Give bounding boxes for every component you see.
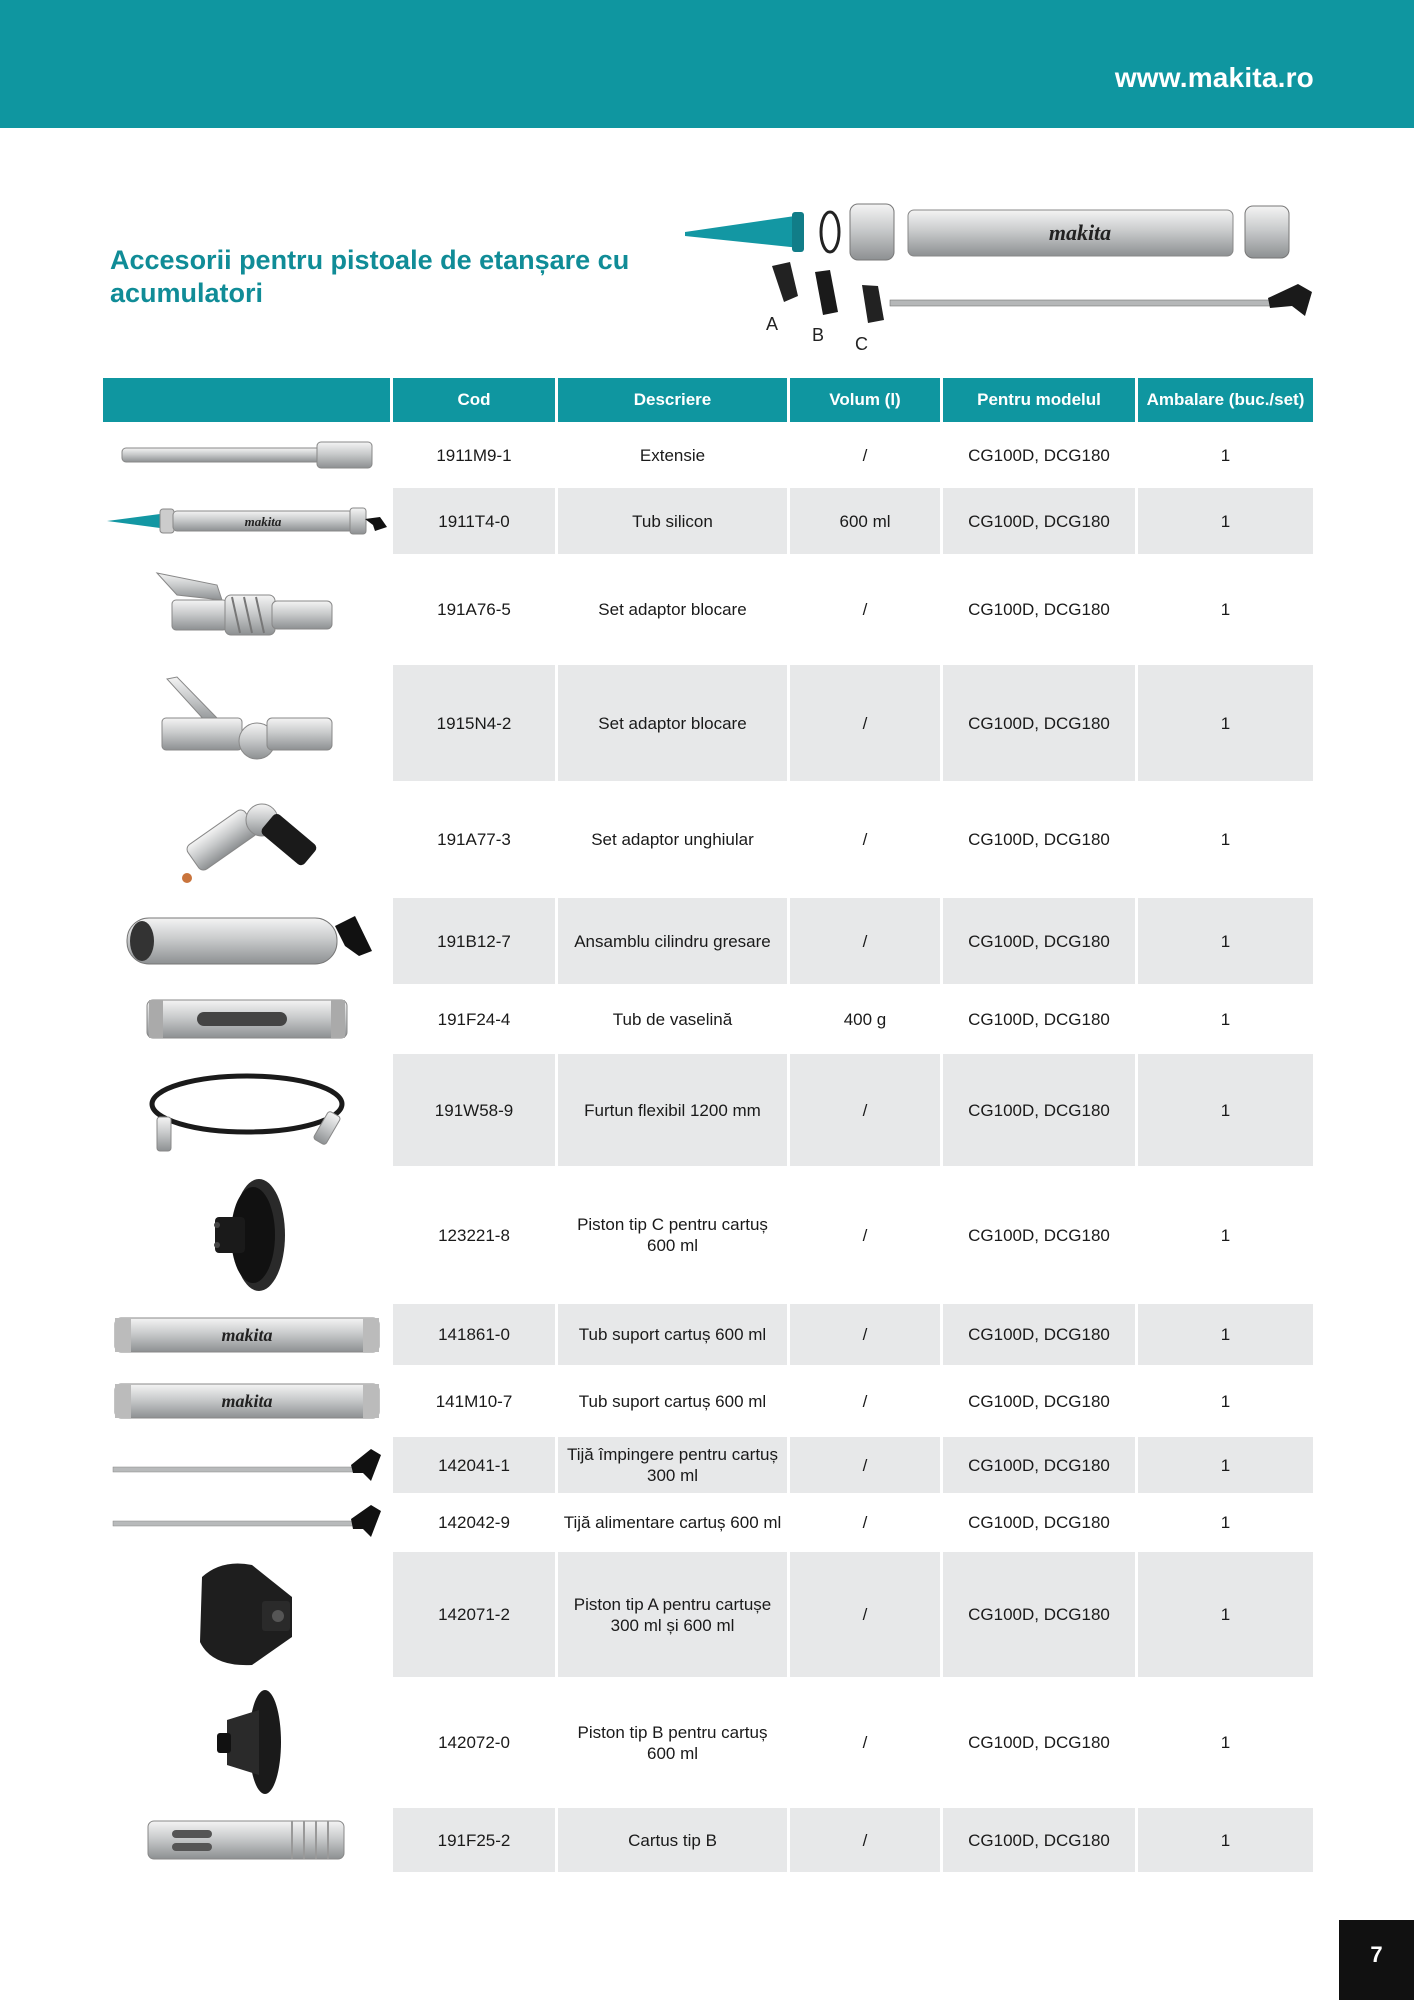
header-pentru-modelul: Pentru modelul xyxy=(943,378,1135,422)
hero-brand-logo: makita xyxy=(1048,220,1112,245)
table-row xyxy=(103,1808,1313,1872)
cell-description: Set adaptor unghiular xyxy=(591,830,754,849)
cell-description: Tub silicon xyxy=(558,488,787,554)
grease-cylinder-icon xyxy=(103,898,390,984)
cell-volume: / xyxy=(862,600,868,619)
cell-code: 1915N4-2 xyxy=(393,665,555,781)
cell-pack: 1 xyxy=(1138,1808,1313,1872)
site-url[interactable]: www.makita.ro xyxy=(1114,62,1314,93)
cell-volume: / xyxy=(862,1733,868,1752)
cell-pack: 1 xyxy=(1220,600,1231,619)
cartridge-holder-icon xyxy=(103,1304,390,1365)
extension-tube-icon xyxy=(103,422,390,488)
silicone-tube-icon xyxy=(103,488,390,554)
cell-code: 191B12-7 xyxy=(393,898,555,984)
cell-code: 142042-9 xyxy=(438,1513,510,1532)
header-bar xyxy=(0,0,1414,128)
cell-model: CG100D, DCG180 xyxy=(968,1391,1110,1411)
cell-model: CG100D, DCG180 xyxy=(943,1437,1135,1493)
cell-pack: 1 xyxy=(1220,1225,1231,1245)
cell-description: Cartus tip B xyxy=(558,1808,787,1872)
piston-icon xyxy=(103,1166,390,1304)
cell-volume: / xyxy=(790,1552,940,1677)
cell-description: Set adaptor blocare xyxy=(598,600,747,619)
cell-model: CG100D, DCG180 xyxy=(968,830,1110,849)
piston-icon xyxy=(103,1677,390,1808)
table-row xyxy=(103,898,1313,984)
angle-adapter-icon xyxy=(103,781,390,898)
table-row xyxy=(103,488,1313,554)
table-row xyxy=(103,665,1313,781)
cell-code: 191F24-4 xyxy=(437,1009,511,1029)
cell-code: 191A76-5 xyxy=(437,600,511,619)
cell-model: CG100D, DCG180 xyxy=(943,1304,1135,1365)
cell-pack: 1 xyxy=(1138,1054,1313,1166)
cell-pack: 1 xyxy=(1220,1391,1231,1411)
cell-pack: 1 xyxy=(1220,830,1231,849)
cell-model: CG100D, DCG180 xyxy=(943,898,1135,984)
table-row xyxy=(103,1054,1313,1166)
cell-volume: / xyxy=(790,1437,940,1493)
cell-volume: / xyxy=(790,1808,940,1872)
cell-code: 191F25-2 xyxy=(393,1808,555,1872)
cell-description: Tub suport cartuș 600 ml xyxy=(558,1304,787,1365)
cell-pack: 1 xyxy=(1138,1437,1313,1493)
page-title: Accesorii pentru pistoale de etanșare cu acumulatori xyxy=(110,245,630,308)
cell-pack: 1 xyxy=(1138,1304,1313,1365)
cell-model: CG100D, DCG180 xyxy=(968,1225,1110,1245)
cell-model: CG100D, DCG180 xyxy=(968,1513,1110,1532)
cell-code: 191W58-9 xyxy=(393,1054,555,1166)
svg-text:makita: makita xyxy=(220,1391,273,1411)
cell-model: CG100D, DCG180 xyxy=(943,488,1135,554)
cell-volume: / xyxy=(790,1304,940,1365)
hero-label-a: A xyxy=(766,314,779,334)
accessories-table xyxy=(103,378,1313,1872)
cell-volume: / xyxy=(862,1225,868,1245)
cell-volume: / xyxy=(862,1513,868,1532)
cell-pack: 1 xyxy=(1138,1552,1313,1677)
cell-code: 142072-0 xyxy=(438,1733,510,1752)
cell-model: CG100D, DCG180 xyxy=(943,665,1135,781)
cell-description: Extensie xyxy=(639,445,706,465)
cell-code: 123221-8 xyxy=(438,1225,510,1245)
cell-pack: 1 xyxy=(1220,1733,1231,1752)
cell-pack: 1 xyxy=(1138,665,1313,781)
cell-pack: 1 xyxy=(1220,445,1231,465)
push-rod-icon xyxy=(103,1493,390,1552)
lock-adapter-icon xyxy=(103,554,390,665)
page-number: 7 xyxy=(1339,1920,1414,2000)
cell-volume: / xyxy=(790,1054,940,1166)
cell-model: CG100D, DCG180 xyxy=(968,600,1110,619)
cell-pack: 1 xyxy=(1220,1009,1231,1029)
push-rod-icon xyxy=(103,1437,390,1493)
cell-pack: 1 xyxy=(1138,898,1313,984)
table-row xyxy=(103,1437,1313,1493)
cell-volume: / xyxy=(790,898,940,984)
header-volum: Volum (l) xyxy=(790,378,940,422)
cell-description: Tijă alimentare cartuș 600 ml xyxy=(563,1513,782,1532)
table-row xyxy=(103,984,1313,1054)
table-row xyxy=(103,554,1313,665)
svg-text:makita: makita xyxy=(220,1324,273,1345)
cell-code: 142071-2 xyxy=(393,1552,555,1677)
header-descriere: Descriere xyxy=(558,378,787,422)
cell-description: Tub suport cartuș 600 ml xyxy=(578,1391,767,1411)
cell-model: CG100D, DCG180 xyxy=(968,1733,1110,1752)
hero-accessories-illustration xyxy=(680,188,1320,363)
cartridge-icon xyxy=(103,1808,390,1872)
cell-model: CG100D, DCG180 xyxy=(943,1054,1135,1166)
cell-description: Piston tip C pentru cartuș 600 ml xyxy=(577,1215,768,1255)
piston-icon xyxy=(103,1552,390,1677)
cell-model: CG100D, DCG180 xyxy=(968,1009,1110,1029)
table-row xyxy=(103,1552,1313,1677)
cell-description: Piston tip A pentru cartușe 300 ml și 600 ml xyxy=(558,1552,787,1677)
cell-code: 1911T4-0 xyxy=(393,488,555,554)
table-row xyxy=(103,1677,1313,1808)
cell-pack: 1 xyxy=(1220,1513,1231,1532)
cell-model: CG100D, DCG180 xyxy=(968,445,1110,465)
header-image-column xyxy=(103,378,390,422)
hero-label-c: C xyxy=(855,334,868,354)
table-row xyxy=(103,1493,1313,1552)
flexible-hose-icon xyxy=(103,1054,390,1166)
cell-volume: 400 g xyxy=(843,1009,887,1029)
hero-label-b: B xyxy=(812,325,825,345)
cell-volume: / xyxy=(862,1391,868,1411)
svg-text:makita: makita xyxy=(244,514,281,529)
cell-model: CG100D, DCG180 xyxy=(943,1808,1135,1872)
cell-volume: / xyxy=(862,830,868,849)
cell-code: 191A77-3 xyxy=(437,830,511,849)
table-row xyxy=(103,1304,1313,1365)
cell-volume: / xyxy=(862,445,868,465)
lock-adapter-icon xyxy=(103,665,390,781)
cell-code: 141M10-7 xyxy=(435,1391,513,1411)
table-row xyxy=(103,1365,1313,1437)
cell-model: CG100D, DCG180 xyxy=(943,1552,1135,1677)
header-ambalare: Ambalare (buc./set) xyxy=(1138,378,1313,422)
hero-image xyxy=(680,188,1320,363)
table-row xyxy=(103,1166,1313,1304)
cell-volume: / xyxy=(790,665,940,781)
cell-description: Piston tip B pentru cartuș 600 ml xyxy=(577,1722,768,1763)
header-cod: Cod xyxy=(393,378,555,422)
cell-code: 1911M9-1 xyxy=(436,445,512,465)
cell-description: Set adaptor blocare xyxy=(558,665,787,781)
table-row xyxy=(103,781,1313,898)
table-header-row xyxy=(103,378,1313,422)
cell-description: Tub de vaselină xyxy=(612,1009,733,1029)
cell-description: Tijă împingere pentru cartuș 300 ml xyxy=(558,1437,787,1493)
cartridge-holder-icon xyxy=(103,1365,390,1437)
cell-pack: 1 xyxy=(1138,488,1313,554)
cell-description: Ansamblu cilindru gresare xyxy=(558,898,787,984)
cell-code: 142041-1 xyxy=(393,1437,555,1493)
table-row xyxy=(103,422,1313,488)
cell-description: Furtun flexibil 1200 mm xyxy=(558,1054,787,1166)
cell-volume: 600 ml xyxy=(790,488,940,554)
cell-code: 141861-0 xyxy=(393,1304,555,1365)
grease-tube-icon xyxy=(103,984,390,1054)
